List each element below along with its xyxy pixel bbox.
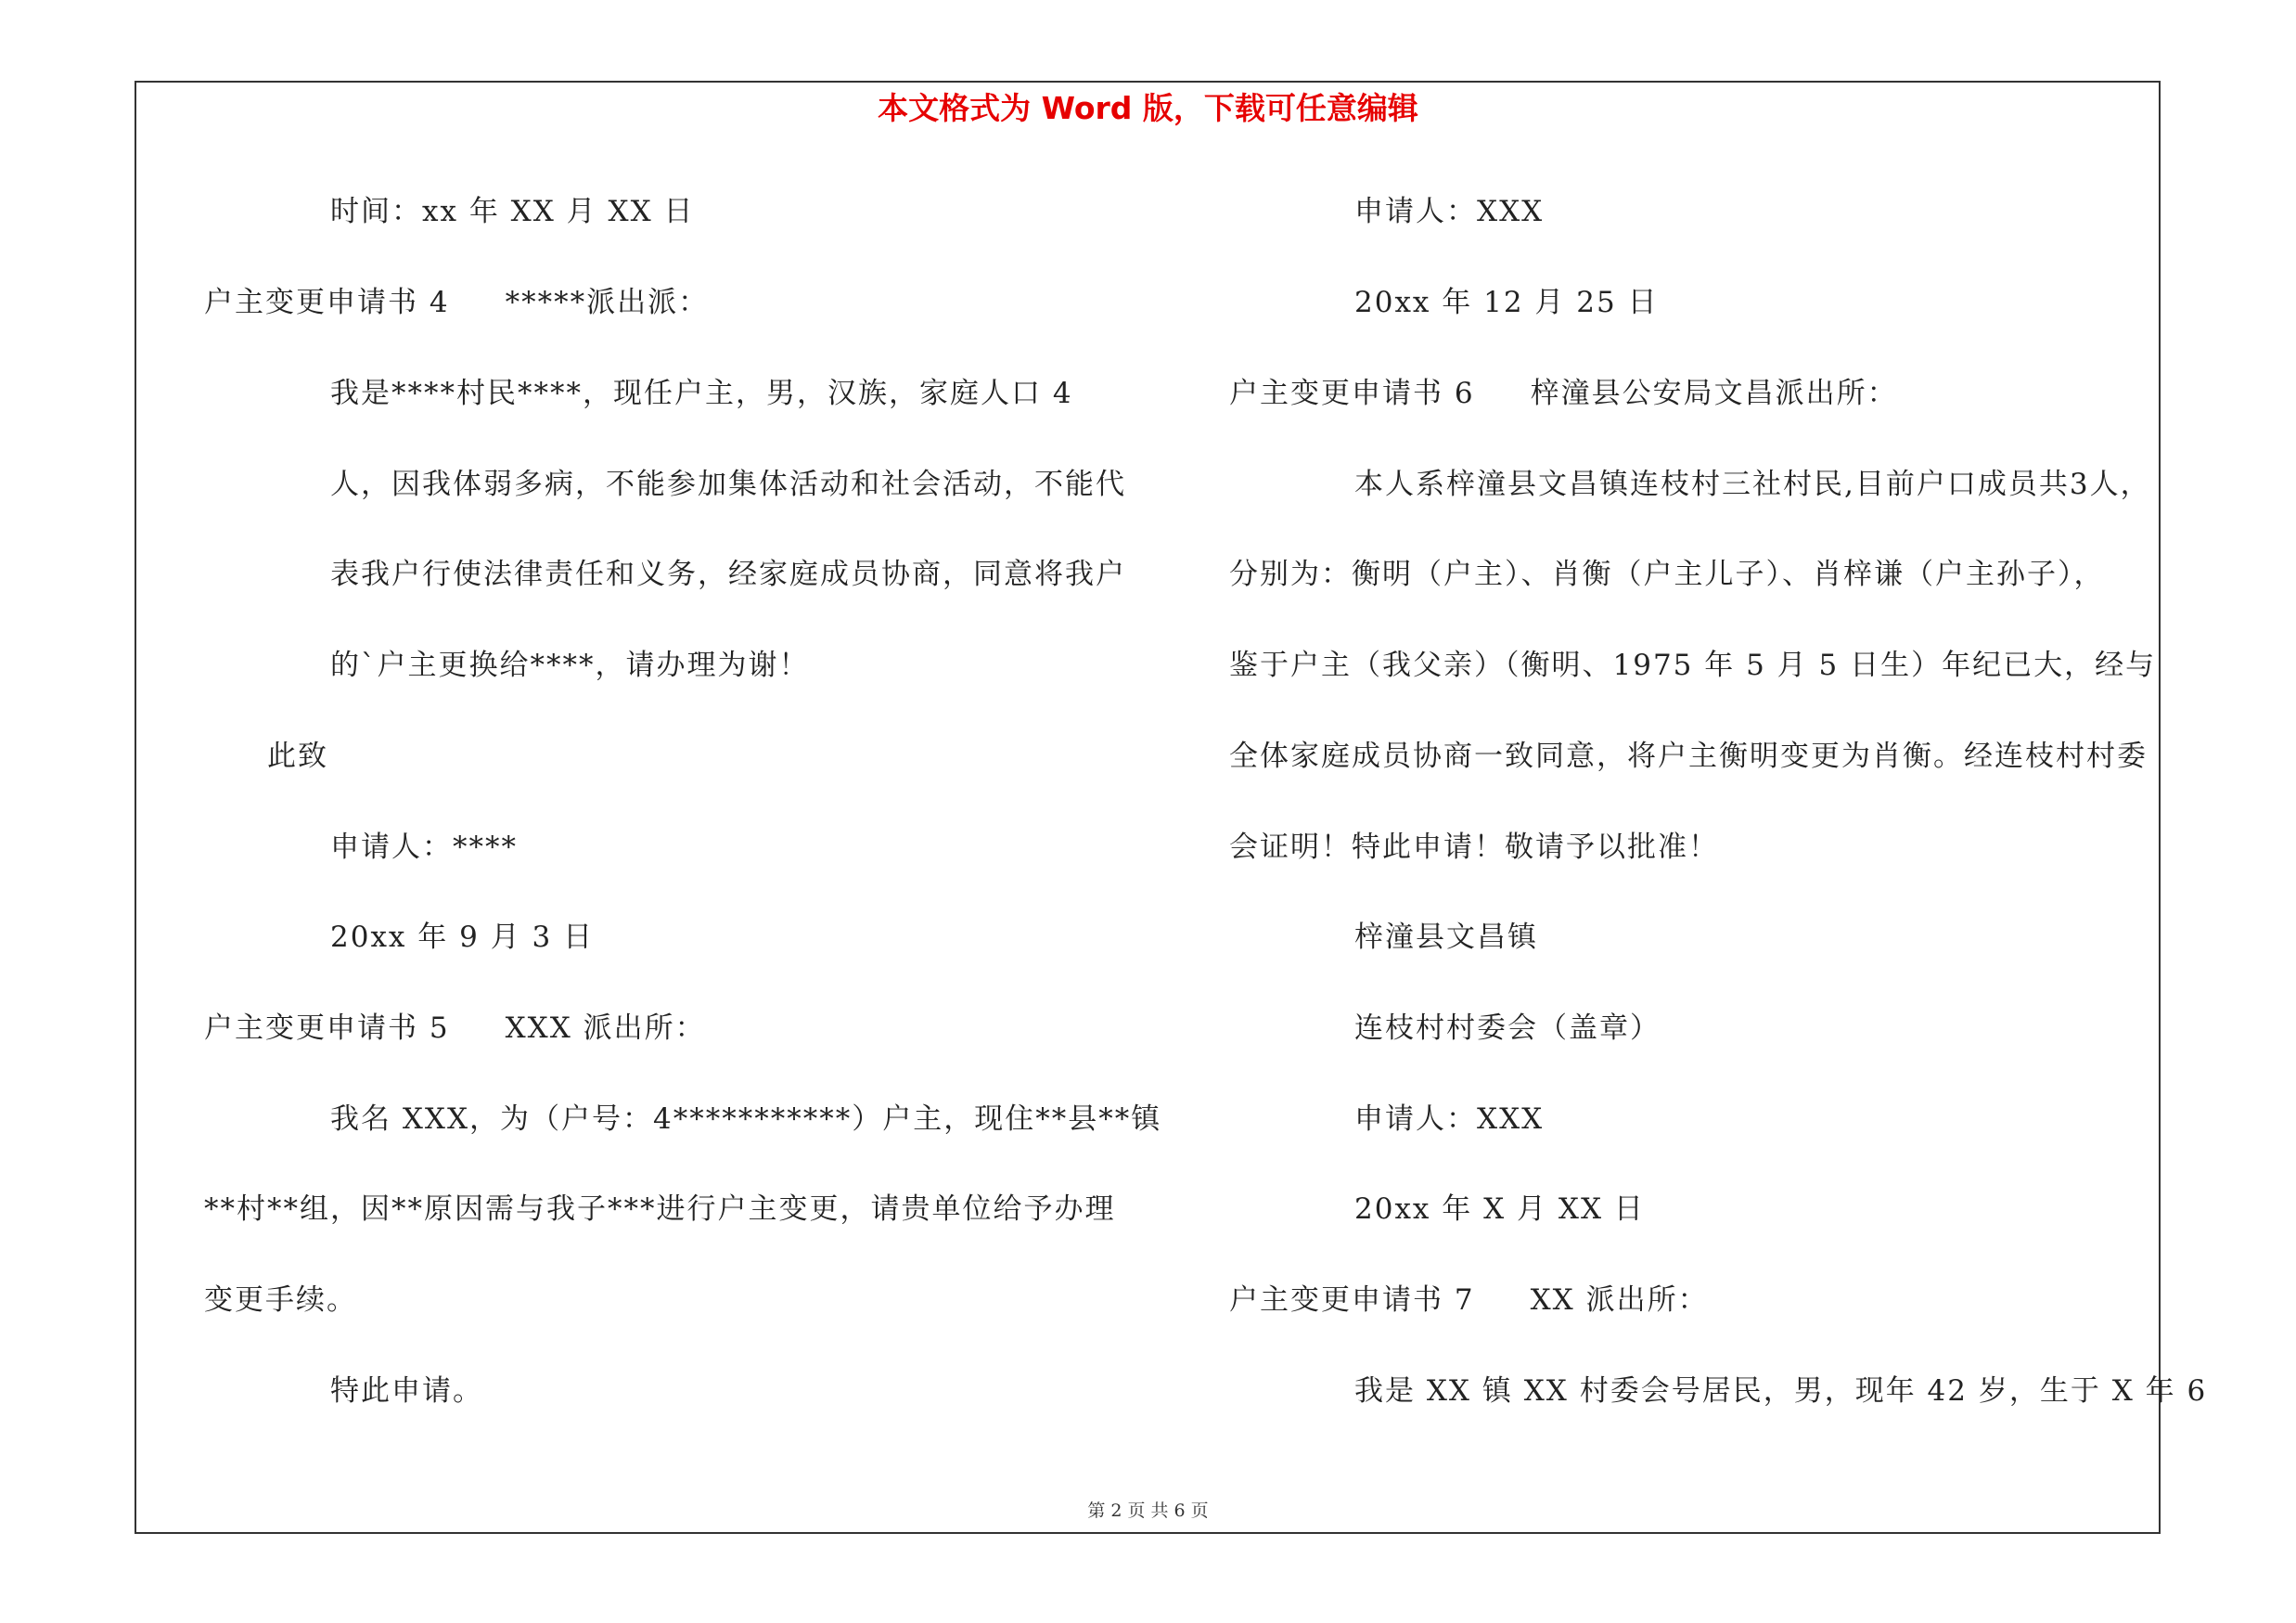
right-line-1: 申请人：XXX: [1354, 195, 1545, 228]
right-line-3: [1229, 373, 1898, 414]
left-line-14: 特此申请。: [330, 1374, 483, 1408]
recipient-7: XX 派出所：: [1530, 1283, 1709, 1317]
recipient-5: XXX 派出所：: [505, 1011, 706, 1045]
left-line-9: 20xx 年 9 月 3 日: [330, 921, 595, 954]
left-line-5: 表我户行使法律责任和义务，经家庭成员协商，同意将我户: [330, 558, 1126, 591]
right-line-9: 梓潼县文昌镇: [1354, 921, 1538, 954]
left-line-6: 的`户主更换给****，请办理为谢！: [330, 649, 810, 682]
right-line-10: 连枝村村委会（盖章）: [1354, 1011, 1661, 1045]
section-title-7: 户主变更申请书 7: [1229, 1283, 1475, 1317]
left-line-11: 我名 XXX，为（户号：4***********）户主，现住**县**镇: [330, 1102, 1162, 1136]
right-line-6: 鉴于户主（我父亲）（衡明、1975 年 5 月 5 日生）年纪已大，经与: [1229, 649, 2157, 682]
right-line-5: 分别为：衡明（户主）、肖衡（户主儿子）、肖梓谦（户主孙子），: [1229, 558, 2105, 591]
right-line-2: 20xx 年 12 月 25 日: [1354, 286, 1659, 319]
section-title-6: 户主变更申请书 6: [1229, 377, 1475, 410]
right-line-8: 会证明！特此申请！敬请予以批准！: [1229, 831, 1719, 864]
recipient-4: *****派出派：: [505, 286, 710, 319]
left-line-7: 此致: [267, 740, 328, 773]
right-line-12: 20xx 年 X 月 XX 日: [1354, 1192, 1645, 1226]
left-line-4: 人，因我体弱多病，不能参加集体活动和社会活动，不能代: [330, 468, 1126, 501]
right-line-14: 我是 XX 镇 XX 村委会号居民，男，现年 42 岁，生于 X 年 6: [1354, 1374, 2208, 1408]
left-line-10: [204, 1008, 706, 1049]
right-line-4: 本人系梓潼县文昌镇连枝村三社村民,目前户口成员共3人，: [1354, 468, 2151, 501]
left-line-3: 我是****村民****，现任户主，男，汉族，家庭人口 4: [330, 377, 1073, 410]
left-line-13: 变更手续。: [204, 1283, 357, 1317]
left-line-8: 申请人：****: [330, 831, 518, 864]
recipient-6: 梓潼县公安局文昌派出所：: [1530, 377, 1898, 410]
right-line-13: [1229, 1280, 1709, 1320]
page-number: 第 2 页 共 6 页: [1087, 1501, 1209, 1521]
left-line-1: 时间：xx 年 XX 月 XX 日: [330, 195, 695, 228]
right-line-11: 申请人：XXX: [1354, 1102, 1545, 1136]
left-line-12: **村**组，因**原因需与我子***进行户主变更，请贵单位给予办理: [204, 1192, 1116, 1226]
section-title-4: 户主变更申请书 4: [204, 286, 450, 319]
right-line-7: 全体家庭成员协商一致同意，将户主衡明变更为肖衡。经连枝村村委: [1229, 740, 2148, 773]
section-title-5: 户主变更申请书 5: [204, 1011, 450, 1045]
document-header-notice: 本文格式为 Word 版，下载可任意编辑: [878, 90, 1418, 126]
left-line-2: [204, 282, 709, 323]
